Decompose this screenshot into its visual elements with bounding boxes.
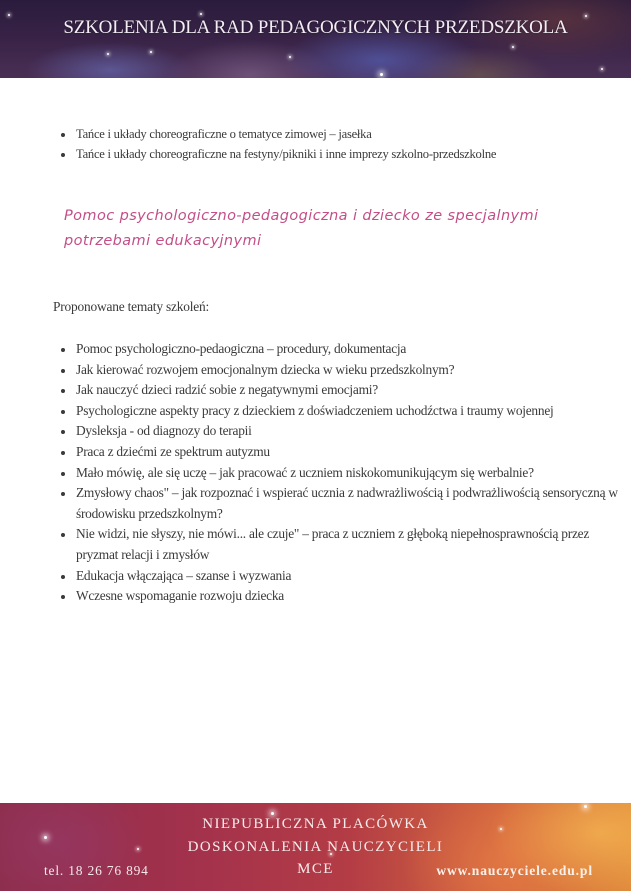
star-decoration	[601, 68, 603, 70]
star-decoration	[107, 53, 109, 55]
list-item: Tańce i układy choreograficzne o tematyce zimowej – jasełka	[60, 124, 620, 144]
training-topics-list	[60, 339, 620, 607]
page-title: SZKOLENIA DLA RAD PEDAGOGICZNYCH PRZEDSZKOLA	[63, 17, 568, 38]
star-decoration	[512, 46, 514, 48]
page-header-banner	[0, 0, 631, 78]
choreography-topics-list	[60, 124, 620, 164]
star-decoration	[380, 73, 383, 76]
list-item: Psychologiczne aspekty pracy z dzieckiem z doświadczeniem uchodźctwa i traumy wojennej	[60, 401, 620, 422]
list-item: Mało mówię, ale się uczę – jak pracować z uczniem niskokomunikującym się werbalnie?	[60, 463, 620, 484]
list-item: Jak kierować rozwojem emocjonalnym dziecka w wieku przedszkolnym?	[60, 360, 620, 381]
list-item: Zmysłowy chaos" – jak rozpoznać i wspierać ucznia z nadwrażliwością i podwrażliwością sensoryczną w środowisku przedszkolnym?	[60, 483, 620, 524]
list-item: Jak nauczyć dzieci radzić sobie z negatywnymi emocjami?	[60, 380, 620, 401]
phone-number: tel. 18 26 76 894	[44, 863, 149, 878]
star-decoration	[289, 56, 291, 58]
list-item: Tańce i układy choreograficzne na festyny/pikniki i inne imprezy szkolno-przedszkolne	[60, 144, 620, 164]
list-item: Dysleksja - od diagnozy do terapii	[60, 421, 620, 442]
section-heading: Pomoc psychologiczno-pedagogiczna i dziecko ze specjalnymi potrzebami edukacyjnymi	[64, 208, 539, 249]
org-line: NIEPUBLICZNA PLACÓWKA	[202, 816, 429, 832]
star-decoration	[150, 51, 152, 53]
list-item: Pomoc psychologiczno-pedaogiczna – procedury, dokumentacja	[60, 339, 620, 360]
website-link[interactable]: www.nauczyciele.edu.pl	[436, 863, 593, 878]
org-line: DOSKONALENIA NAUCZYCIELI	[187, 838, 444, 855]
star-decoration	[8, 14, 10, 16]
page-footer-banner	[0, 803, 631, 891]
list-item: Edukacja włączająca – szanse i wyzwania	[60, 566, 620, 587]
section-intro: Proponowane tematy szkoleń:	[53, 299, 209, 314]
star-decoration	[584, 805, 587, 808]
list-item: Wczesne wspomaganie rozwoju dziecka	[60, 586, 620, 607]
star-decoration	[200, 13, 202, 15]
org-line: MCE	[297, 861, 334, 877]
list-item: Nie widzi, nie słyszy, nie mówi... ale czuje" – praca z uczniem z głęboką niepełnosprawnością przez pryzmat relacji i zmysłów	[60, 524, 620, 565]
list-item: Praca z dziećmi ze spektrum autyzmu	[60, 442, 620, 463]
